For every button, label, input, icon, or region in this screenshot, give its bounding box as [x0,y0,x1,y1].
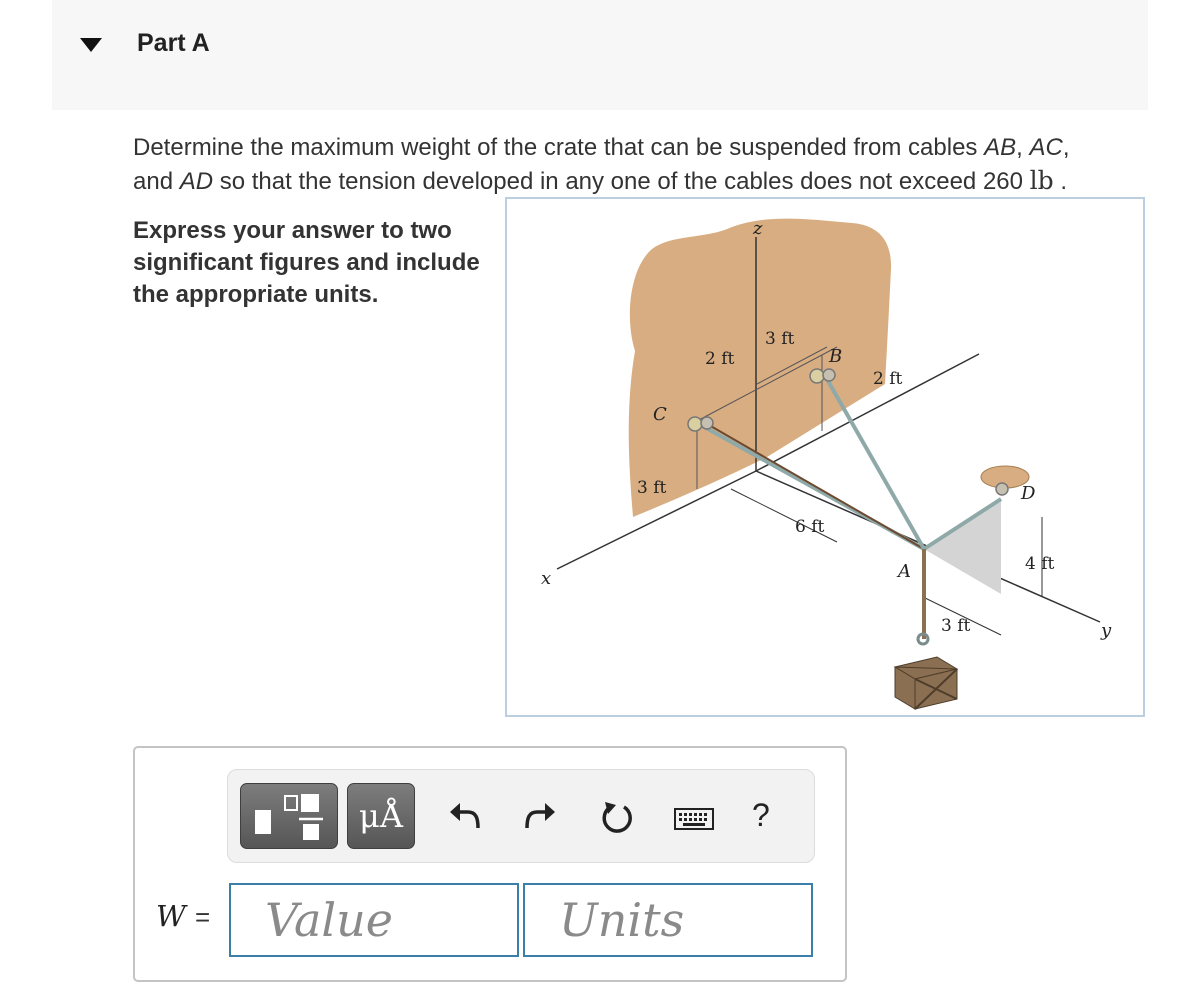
units-input[interactable] [523,883,813,957]
problem-figure [505,197,1145,717]
units-button[interactable] [347,783,415,849]
equals-sign: = [195,902,211,932]
dim-2ft-top: 2 ft [705,349,735,369]
answer-instructions: Express your answer to two significant figures and include the appropriate units. [133,217,480,308]
dim-2ft-right: 2 ft [873,369,903,389]
anchor-c [688,417,702,431]
dim-3ft-bottom: 3 ft [941,616,971,636]
problem-text: Determine the maximum weight of the crate that can be suspended from cables [133,134,985,161]
dim-6ft: 6 ft [795,517,825,537]
collapse-caret-icon[interactable] [80,38,102,52]
part-title: Part A [137,29,210,57]
cable-ac-label: AC [1029,134,1063,161]
value-input[interactable] [229,883,519,957]
label-y: y [1101,620,1112,641]
label-c: C [653,404,667,425]
anchor-d [996,483,1008,495]
label-x: x [541,568,552,589]
label-z: z [753,218,763,239]
problem-text: and [133,168,180,195]
crate [895,657,957,709]
keyboard-icon[interactable] [672,798,716,838]
templates-button[interactable] [240,783,338,849]
problem-separator: , [1016,134,1030,161]
problem-text: so that the tension developed in any one of the cables does not exceed 260 [213,168,1030,195]
figure-drawing [507,199,1147,719]
cable-ad-triangle [924,499,1001,594]
problem-separator: , [1062,134,1070,161]
fraction-template-icon [241,784,339,850]
anchor-b [823,369,835,381]
help-button[interactable]: ? [752,797,770,833]
part-header[interactable] [52,0,1148,110]
undo-icon[interactable] [446,798,486,838]
tension-unit: lb [1029,166,1054,195]
label-a: A [898,561,911,582]
units-button-label: μÅ [359,797,403,835]
dim-3ft-left: 3 ft [637,478,667,498]
answer-variable: W [156,899,186,933]
value-placeholder: Value [265,893,393,947]
problem-period: . [1053,168,1068,195]
cable-ab-label: AB [984,134,1017,161]
cable-ad-label: AD [179,168,214,195]
dim-4ft: 4 ft [1025,554,1055,574]
reset-icon[interactable] [597,798,637,838]
anchor-c [701,417,713,429]
redo-icon[interactable] [519,798,559,838]
dim-3ft-top: 3 ft [765,329,795,349]
units-placeholder: Units [559,893,685,947]
anchor-b [810,369,824,383]
math-toolbar [227,769,815,863]
label-d: D [1021,483,1036,504]
label-b: B [829,346,843,367]
problem-statement [133,131,1163,198]
